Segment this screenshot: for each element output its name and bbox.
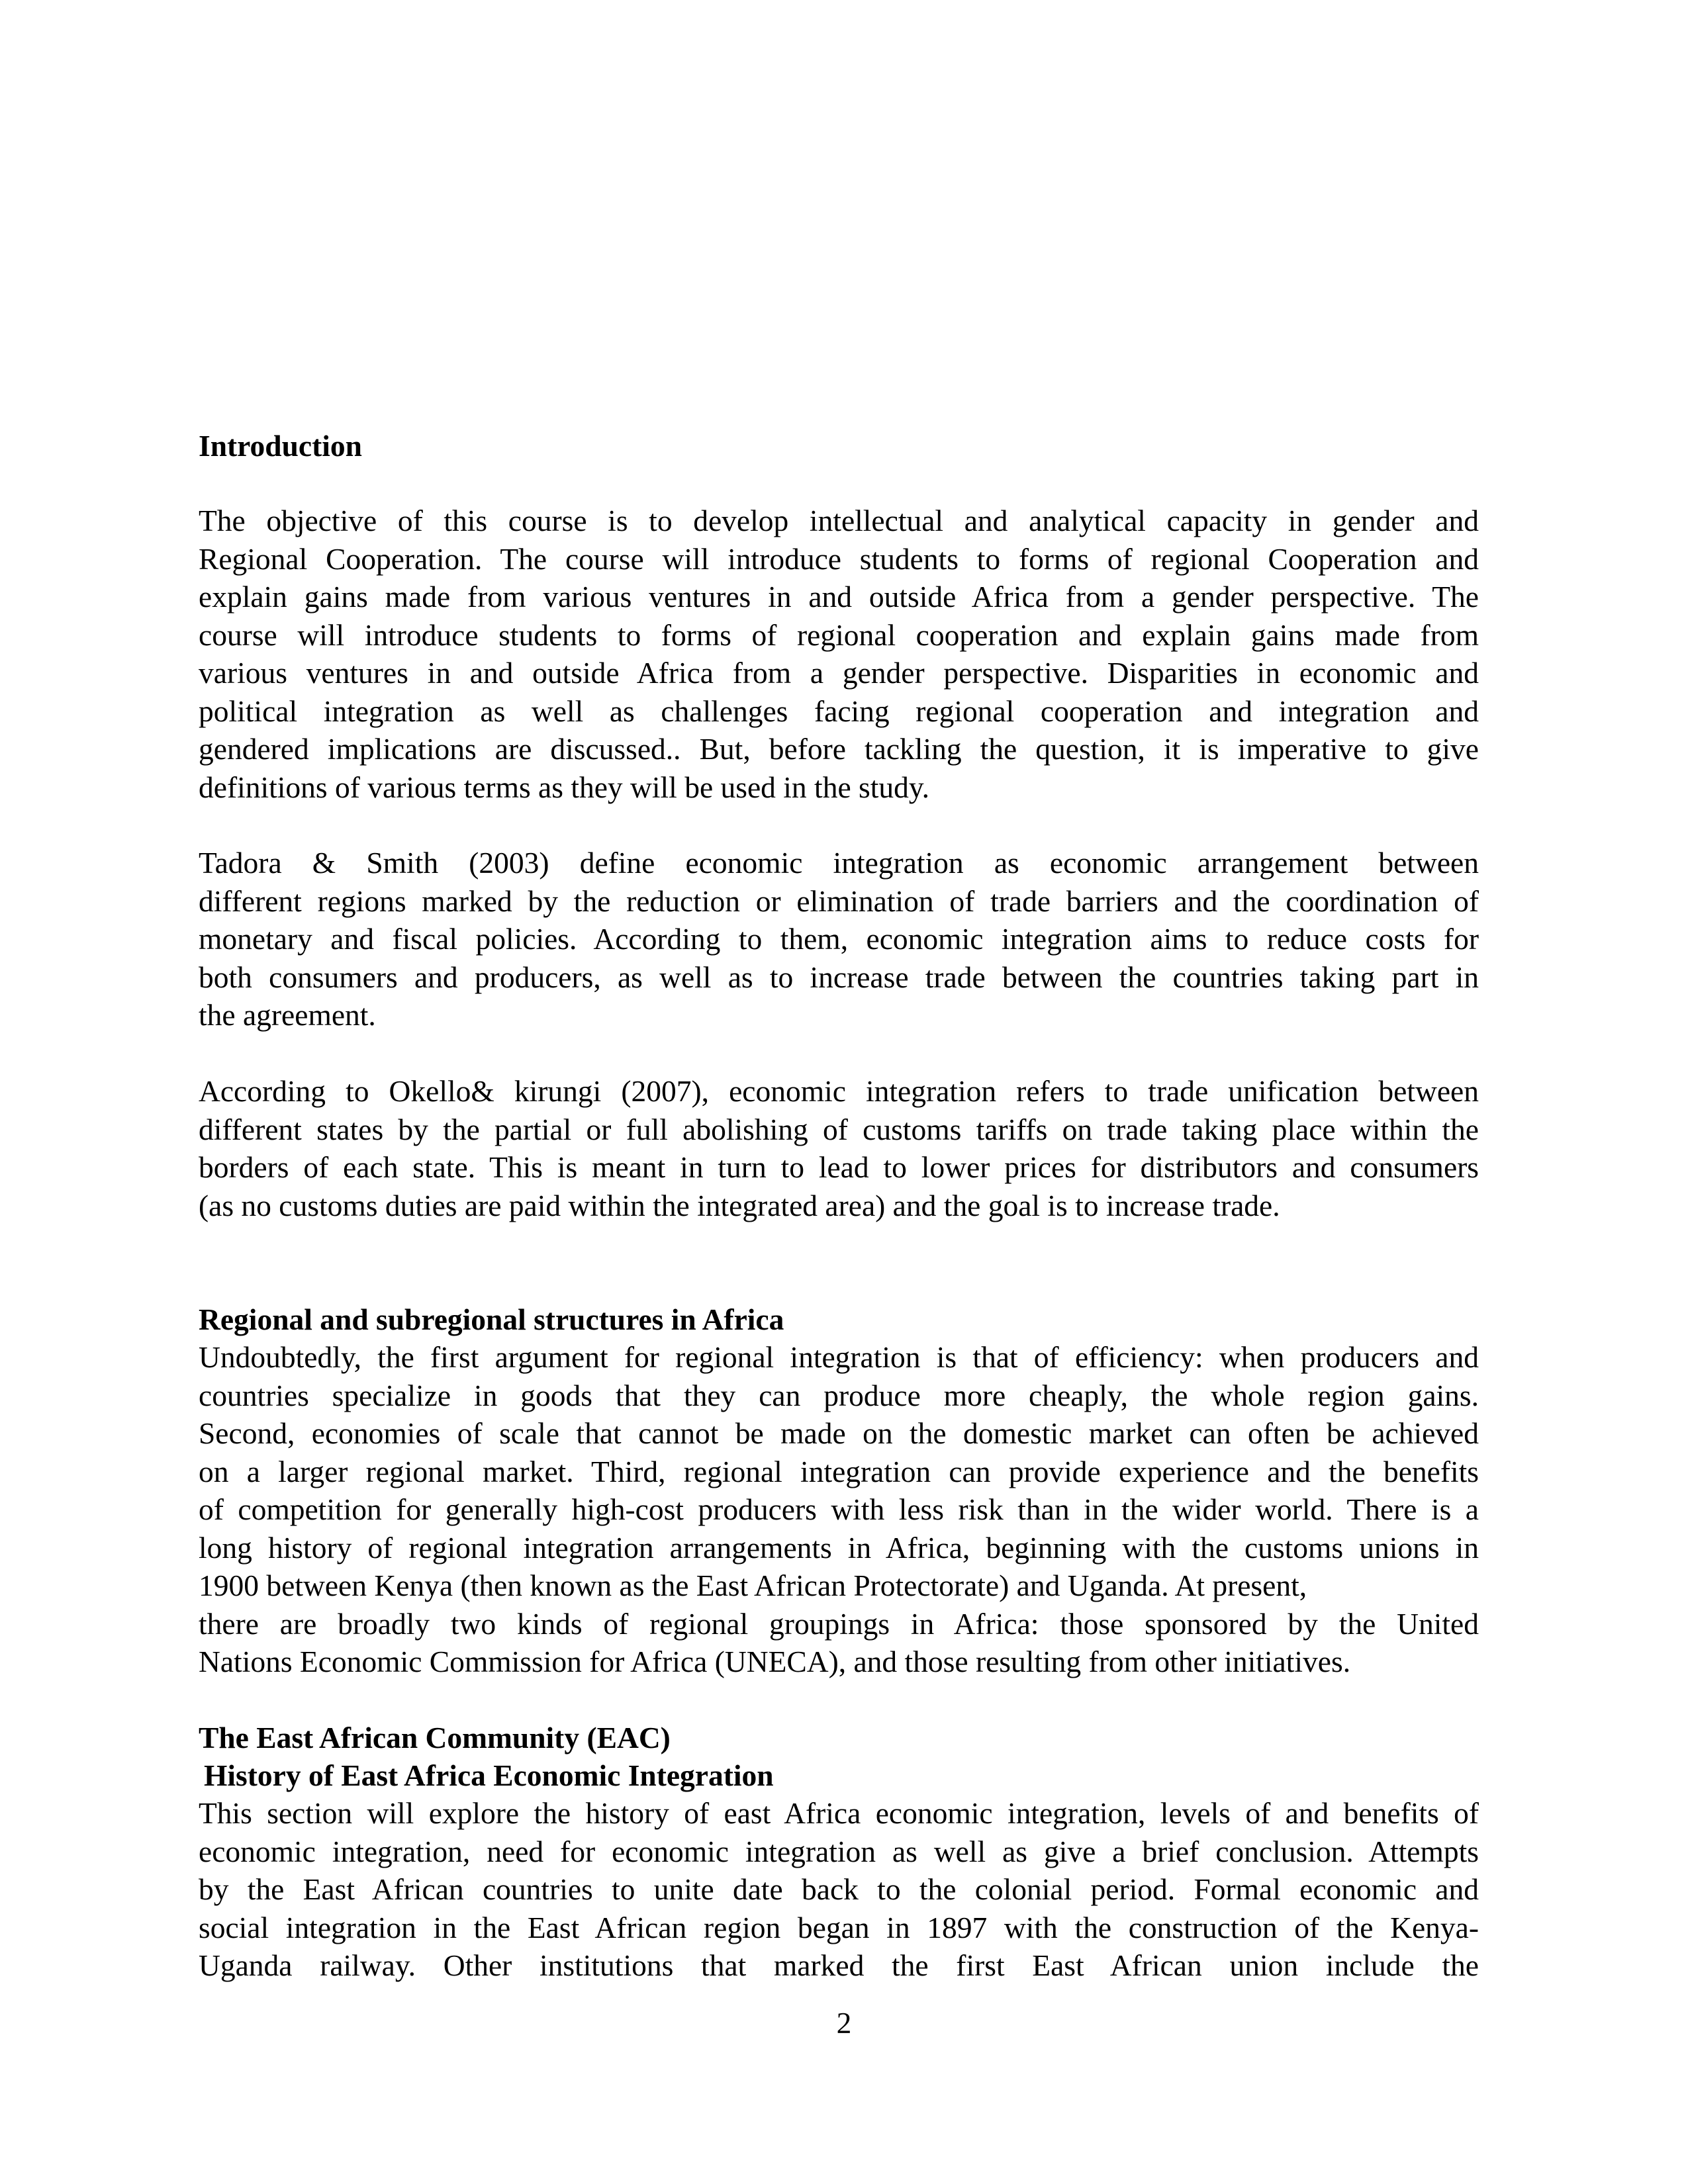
text-line: This section will explore the history of east Africa economic integration, levels of and benefits of: [199, 1796, 1479, 1830]
text-line: gendered implications are discussed.. But, before tackling the question, it is imperative to give: [199, 732, 1479, 766]
text-line: various ventures in and outside Africa from a gender perspective. Disparities in economic and: [199, 656, 1479, 690]
paragraph-tadora-smith-definition: [199, 844, 1479, 1034]
paragraph-eac-history: [199, 1794, 1479, 1985]
text-line: Nations Economic Commission for Africa (UNECA), and those resulting from other initiatives.: [199, 1645, 1351, 1678]
section-heading-eac: The East African Community (EAC): [199, 1721, 671, 1754]
text-line: According to Okello& kirungi (2007), economic integration refers to trade unification between: [199, 1074, 1479, 1108]
text-line: Regional Cooperation. The course will introduce students to forms of regional Cooperation and: [199, 541, 1479, 576]
text-line: the agreement.: [199, 998, 376, 1032]
text-line: borders of each state. This is meant in turn to lead to lower prices for distributors and consumers: [199, 1150, 1479, 1184]
text-line: political integration as well as challenges facing regional cooperation and integration and: [199, 694, 1479, 728]
text-line: Uganda railway. Other institutions that marked the first East African union include the: [199, 1948, 1479, 1982]
text-line: 1900 between Kenya (then known as the East African Protectorate) and Uganda. At present,: [199, 1569, 1307, 1602]
section-heading-regional-structures: Regional and subregional structures in Africa: [199, 1302, 784, 1336]
text-line: The objective of this course is to develop intellectual and analytical capacity in gender and: [199, 504, 1479, 537]
paragraph-okello-kirungi-definition: [199, 1072, 1479, 1224]
subsection-heading-eac-history: History of East Africa Economic Integration: [204, 1758, 774, 1792]
text-line: Tadora & Smith (2003) define economic integration as economic arrangement between: [199, 846, 1479, 880]
paragraph-introduction-objective: [199, 502, 1479, 806]
text-line: definitions of various terms as they will be used in the study.: [199, 770, 930, 804]
text-line: monetary and fiscal policies. According to them, economic integration aims to reduce costs for: [199, 922, 1479, 956]
text-line: economic integration, need for economic integration as well as give a brief conclusion. Attempts: [199, 1834, 1479, 1868]
text-line: different states by the partial or full abolishing of customs tariffs on trade taking place within the: [199, 1112, 1479, 1146]
text-line: different regions marked by the reduction or elimination of trade barriers and the coordination of: [199, 884, 1479, 918]
text-line: long history of regional integration arrangements in Africa, beginning with the customs unions in: [199, 1530, 1479, 1565]
text-line: on a larger regional market. Third, regional integration can provide experience and the benefits: [199, 1454, 1479, 1488]
text-line: both consumers and producers, as well as to increase trade between the countries taking part in: [199, 960, 1479, 994]
text-line: there are broadly two kinds of regional groupings in Africa: those sponsored by the United: [199, 1606, 1479, 1641]
paragraph-regional-integration: [199, 1338, 1479, 1681]
section-heading-introduction: Introduction: [199, 429, 362, 463]
text-line: Second, economies of scale that cannot be made on the domestic market can often be achieved: [199, 1416, 1479, 1450]
page-number: 2: [836, 2006, 852, 2040]
text-line: (as no customs duties are paid within the integrated area) and the goal is to increase trade.: [199, 1188, 1280, 1222]
text-line: social integration in the East African region began in 1897 with the construction of the Kenya-: [199, 1910, 1479, 1944]
text-line: of competition for generally high-cost producers with less risk than in the wider world. There is a: [199, 1492, 1479, 1526]
text-line: course will introduce students to forms of regional cooperation and explain gains made from: [199, 617, 1479, 652]
text-line: explain gains made from various ventures in and outside Africa from a gender perspective. The: [199, 580, 1479, 614]
text-line: Undoubtedly, the first argument for regional integration is that of efficiency: when producers and: [199, 1340, 1479, 1374]
text-line: by the East African countries to unite date back to the colonial period. Formal economic and: [199, 1872, 1479, 1906]
text-line: countries specialize in goods that they can produce more cheaply, the whole region gains.: [199, 1378, 1479, 1412]
